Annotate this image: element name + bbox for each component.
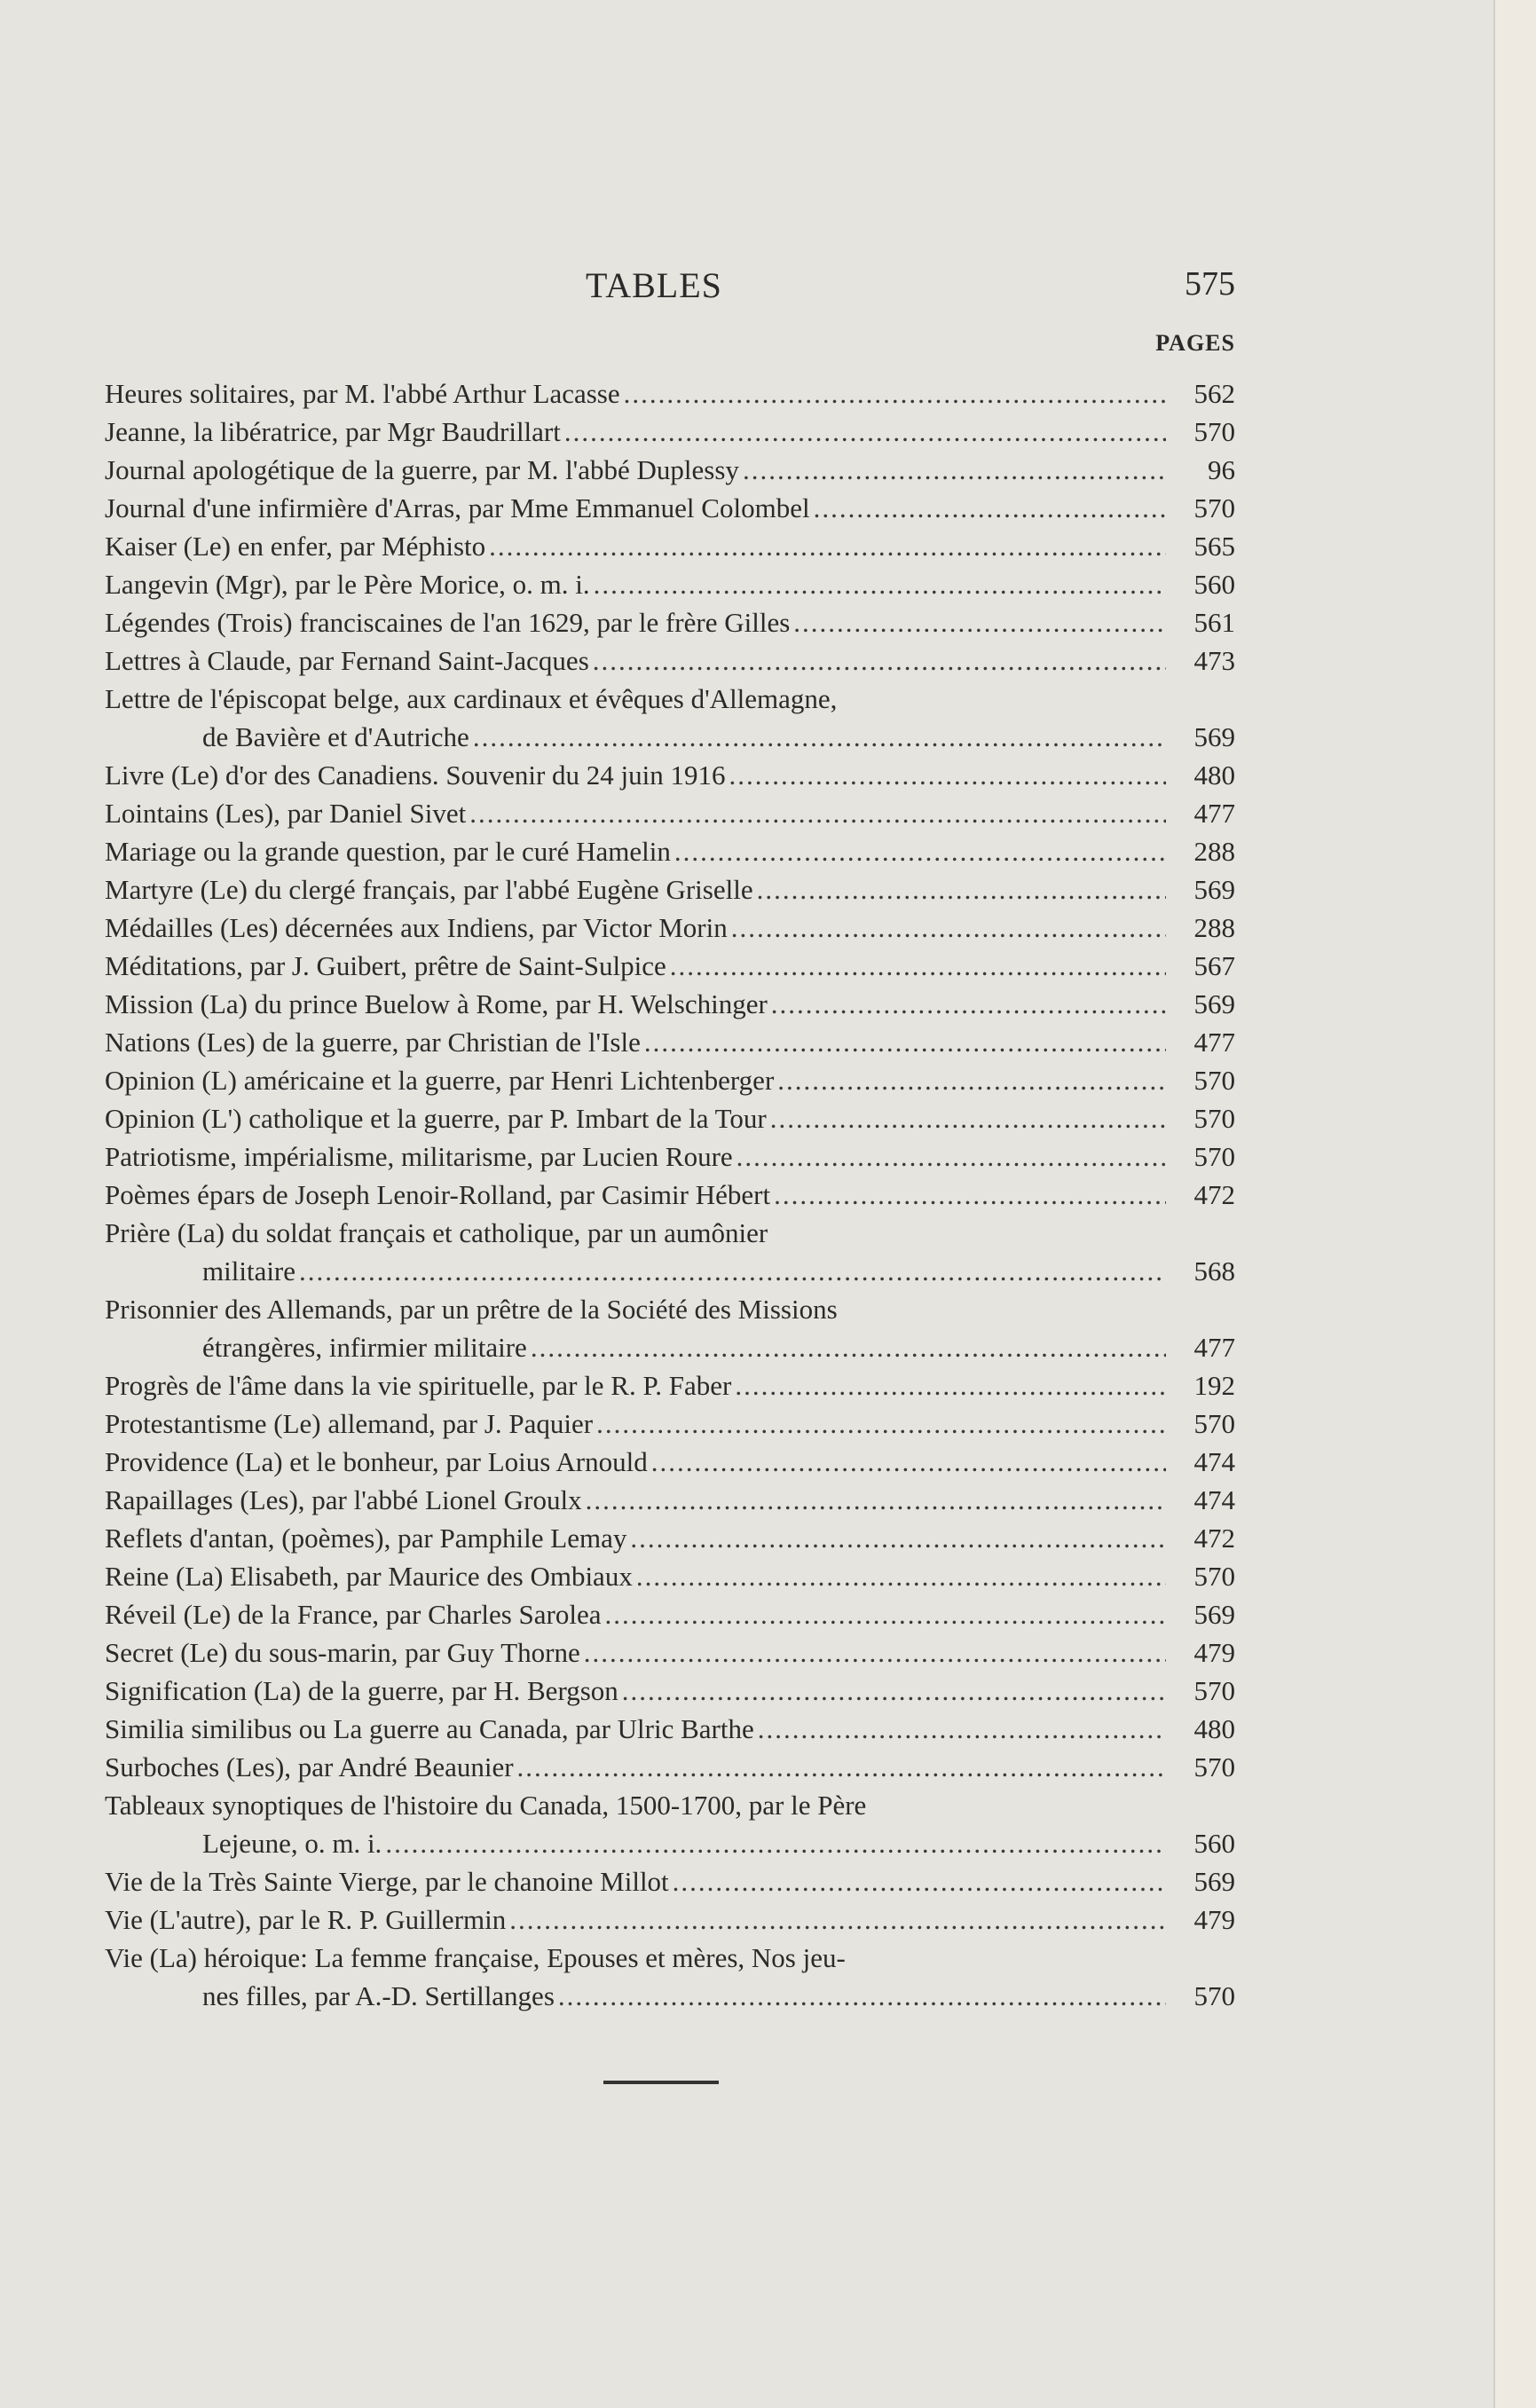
index-entry-line (105, 794, 1235, 832)
index-entry-page: 562 (1193, 378, 1235, 409)
index-entry-line (105, 374, 1235, 413)
index-entry (105, 1443, 1235, 1481)
pages-column-label: PAGES (1155, 330, 1235, 356)
index-entry (105, 527, 1235, 565)
index-entry-page: 477 (1193, 1027, 1235, 1058)
index-list (105, 374, 1235, 2015)
index-entry-page: 477 (1193, 798, 1235, 829)
index-entry (105, 374, 1235, 413)
index-entry-title: Lejeune, o. m. i. (202, 1828, 382, 1859)
dot-leader (594, 565, 1166, 603)
index-entry-line (105, 1290, 1235, 1328)
index-entry-line (105, 1214, 1235, 1252)
index-entry-title: Providence (La) et le bonheur, par Loius Arnould (105, 1446, 648, 1477)
index-entry-line (105, 947, 1235, 985)
index-entry (105, 413, 1235, 451)
index-entry-page: 561 (1193, 607, 1235, 638)
index-entry-line (105, 909, 1235, 947)
index-entry-line (105, 1023, 1235, 1061)
dot-leader (673, 1862, 1166, 1900)
index-entry-page: 570 (1193, 416, 1235, 447)
index-entry-title: Reine (La) Elisabeth, par Maurice des Ombiaux (105, 1561, 633, 1592)
dot-leader (636, 1557, 1166, 1595)
index-entry-title: Prière (La) du soldat français et catholique, par un aumônier (105, 1217, 768, 1248)
index-entry-title: Surboches (Les), par André Beaunier (105, 1751, 514, 1782)
index-entry-continuation (105, 1977, 1235, 2015)
index-entry (105, 603, 1235, 641)
dot-leader (586, 1481, 1166, 1519)
index-entry-line (105, 832, 1235, 870)
dot-leader (774, 1176, 1166, 1214)
index-entry (105, 1176, 1235, 1214)
index-entry-line (105, 451, 1235, 489)
closing-rule (603, 2081, 719, 2084)
index-entry-title: Progrès de l'âme dans la vie spirituelle, par le R. P. Faber (105, 1370, 732, 1401)
dot-leader (729, 756, 1167, 794)
index-entry-page: 569 (1193, 988, 1235, 1019)
index-entry-line (105, 1061, 1235, 1099)
index-entry-page: 474 (1193, 1446, 1235, 1477)
index-entry (105, 565, 1235, 603)
index-entry-continuation (105, 718, 1235, 756)
index-entry (105, 1748, 1235, 1786)
dot-leader (489, 527, 1166, 565)
index-entry-page: 570 (1193, 1103, 1235, 1134)
index-entry-title: Journal apologétique de la guerre, par M. l'abbé Duplessy (105, 454, 739, 485)
index-entry-line (105, 985, 1235, 1023)
index-entry-page: 474 (1193, 1484, 1235, 1515)
dot-leader (517, 1748, 1166, 1786)
index-entry-page: 477 (1193, 1332, 1235, 1363)
dot-leader (531, 1328, 1166, 1366)
index-entry (105, 1900, 1235, 1939)
index-entry-line (105, 1595, 1235, 1633)
index-entry-title: Lointains (Les), par Daniel Sivet (105, 798, 467, 829)
dot-leader (771, 985, 1166, 1023)
index-entry-continuation (105, 1328, 1235, 1366)
index-entry-page: 570 (1193, 1408, 1235, 1439)
index-entry-page: 479 (1193, 1904, 1235, 1935)
index-entry-page: 288 (1193, 836, 1235, 867)
dot-leader (770, 1099, 1166, 1137)
index-entry-title: Journal d'une infirmière d'Arras, par Mme Emmanuel Colombel (105, 492, 810, 523)
index-entry-line (105, 680, 1235, 718)
index-entry-line (105, 1786, 1235, 1824)
index-entry (105, 1786, 1235, 1862)
dot-leader (644, 1023, 1166, 1061)
index-entry-title: Langevin (Mgr), par le Père Morice, o. m. i. (105, 569, 590, 600)
index-entry-continuation (105, 1824, 1235, 1862)
index-entry-line (105, 1672, 1235, 1710)
index-entry-line (105, 1176, 1235, 1214)
index-entry-title: Kaiser (Le) en enfer, par Méphisto (105, 531, 486, 562)
index-entry-line (105, 603, 1235, 641)
index-entry-title: Similia similibus ou La guerre au Canada, par Ulric Barthe (105, 1713, 754, 1744)
index-entry-title: Heures solitaires, par M. l'abbé Arthur Lacasse (105, 378, 620, 409)
dot-leader (670, 947, 1166, 985)
index-entry (105, 1557, 1235, 1595)
dot-leader (584, 1633, 1166, 1672)
index-entry-title: Rapaillages (Les), par l'abbé Lionel Groulx (105, 1484, 582, 1515)
dot-leader (736, 1137, 1166, 1176)
index-entry (105, 641, 1235, 680)
dot-leader (735, 1366, 1166, 1405)
index-entry-page: 569 (1193, 1866, 1235, 1897)
dot-leader (793, 603, 1166, 641)
dot-leader (596, 1405, 1166, 1443)
index-entry (105, 832, 1235, 870)
index-entry-title: Martyre (Le) du clergé français, par l'abbé Eugène Griselle (105, 874, 753, 905)
index-entry-page: 570 (1193, 1751, 1235, 1782)
index-entry-line (105, 413, 1235, 451)
index-entry-page: 480 (1193, 759, 1235, 791)
dot-leader (385, 1824, 1166, 1862)
index-entry-page: 570 (1193, 492, 1235, 523)
index-entry (105, 870, 1235, 909)
index-entry (105, 451, 1235, 489)
index-entry (105, 756, 1235, 794)
index-entry-title: Nations (Les) de la guerre, par Christian de l'Isle (105, 1027, 641, 1058)
index-entry-title: Méditations, par J. Guibert, prêtre de Saint-Sulpice (105, 950, 666, 981)
index-entry-page: 472 (1193, 1179, 1235, 1210)
index-entry-title: Mission (La) du prince Buelow à Rome, par H. Welschinger (105, 988, 768, 1019)
index-entry (105, 1939, 1235, 2015)
index-entry-title: Lettres à Claude, par Fernand Saint-Jacques (105, 645, 589, 676)
index-entry-page: 192 (1193, 1370, 1235, 1401)
index-entry-page: 560 (1193, 569, 1235, 600)
running-header-title: TABLES (586, 265, 722, 305)
index-entry-title: militaire (202, 1255, 296, 1287)
index-entry-page: 472 (1193, 1523, 1235, 1554)
dot-leader (743, 451, 1166, 489)
index-entry-title: Reflets d'antan, (poèmes), par Pamphile Lemay (105, 1523, 627, 1554)
index-entry (105, 909, 1235, 947)
index-entry-page: 570 (1193, 1675, 1235, 1706)
index-entry (105, 985, 1235, 1023)
index-entry-line (105, 1099, 1235, 1137)
index-entry-title: Poèmes épars de Joseph Lenoir-Rolland, par Casimir Hébert (105, 1179, 771, 1210)
index-entry-line (105, 1557, 1235, 1595)
index-entry (105, 1023, 1235, 1061)
index-entry (105, 1290, 1235, 1366)
index-entry-title: Médailles (Les) décernées aux Indiens, par Victor Morin (105, 912, 728, 943)
dot-leader (757, 870, 1166, 909)
dot-leader (777, 1061, 1166, 1099)
index-entry (105, 1214, 1235, 1290)
index-entry-line (105, 1481, 1235, 1519)
index-entry-title: Vie (L'autre), par le R. P. Guillermin (105, 1904, 507, 1935)
index-entry-page: 480 (1193, 1713, 1235, 1744)
index-entry-line (105, 1519, 1235, 1557)
dot-leader (469, 794, 1166, 832)
index-entry (105, 1366, 1235, 1405)
index-entry-title: Prisonnier des Allemands, par un prêtre de la Société des Missions (105, 1294, 838, 1325)
index-entry-line (105, 1862, 1235, 1900)
dot-leader (624, 374, 1166, 413)
dot-leader (731, 909, 1166, 947)
index-entry-page: 569 (1193, 721, 1235, 752)
index-entry (105, 1633, 1235, 1672)
index-entry-title: Jeanne, la libératrice, par Mgr Baudrillart (105, 416, 561, 447)
dot-leader (509, 1900, 1166, 1939)
index-entry-line (105, 489, 1235, 527)
index-entry-page: 567 (1193, 950, 1235, 981)
index-entry-title: de Bavière et d'Autriche (202, 721, 469, 752)
index-entry-page: 560 (1193, 1828, 1235, 1859)
index-entry-page: 473 (1193, 645, 1235, 676)
index-entry-continuation (105, 1252, 1235, 1290)
index-entry-page: 570 (1193, 1980, 1235, 2011)
dot-leader (558, 1977, 1166, 2015)
dot-leader (630, 1519, 1166, 1557)
dot-leader (758, 1710, 1166, 1748)
index-entry-title: Secret (Le) du sous-marin, par Guy Thorne (105, 1637, 580, 1668)
index-entry-line (105, 1939, 1235, 1977)
index-entry-title: Légendes (Trois) franciscaines de l'an 1629, par le frère Gilles (105, 607, 791, 638)
dot-leader (564, 413, 1166, 451)
index-entry-title: Opinion (L) américaine et la guerre, par Henri Lichtenberger (105, 1065, 775, 1096)
index-entry-title: Mariage ou la grande question, par le curé Hamelin (105, 836, 671, 867)
index-entry-line (105, 1443, 1235, 1481)
index-entry-title: Réveil (Le) de la France, par Charles Sarolea (105, 1599, 602, 1630)
index-entry (105, 1519, 1235, 1557)
index-entry-title: Vie de la Très Sainte Vierge, par le chanoine Millot (105, 1866, 669, 1897)
index-entry-line (105, 1137, 1235, 1176)
index-entry-title: Lettre de l'épiscopat belge, aux cardinaux et évêques d'Allemagne, (105, 683, 838, 714)
index-entry-title: Tableaux synoptiques de l'histoire du Canada, 1500-1700, par le Père (105, 1790, 867, 1821)
index-entry-line (105, 1748, 1235, 1786)
dot-leader (593, 641, 1166, 680)
index-entry-title: nes filles, par A.-D. Sertillanges (202, 1980, 555, 2011)
index-entry (105, 1672, 1235, 1710)
index-entry-page: 570 (1193, 1065, 1235, 1096)
index-entry-page: 569 (1193, 874, 1235, 905)
index-entry-page: 565 (1193, 531, 1235, 562)
index-entry-title: Signification (La) de la guerre, par H. Bergson (105, 1675, 618, 1706)
index-entry-page: 96 (1208, 454, 1235, 485)
index-entry-page: 288 (1193, 912, 1235, 943)
index-entry-title: étrangères, infirmier militaire (202, 1332, 527, 1363)
index-entry-page: 570 (1193, 1561, 1235, 1592)
page-edge (1493, 0, 1536, 2408)
index-entry (105, 1137, 1235, 1176)
index-entry-page: 570 (1193, 1141, 1235, 1172)
index-entry (105, 1481, 1235, 1519)
index-entry (105, 1061, 1235, 1099)
index-entry-line (105, 1900, 1235, 1939)
index-entry-line (105, 1633, 1235, 1672)
index-entry-page: 568 (1193, 1255, 1235, 1287)
index-entry-title: Patriotisme, impérialisme, militarisme, par Lucien Roure (105, 1141, 733, 1172)
index-entry (105, 1862, 1235, 1900)
dot-leader (651, 1443, 1166, 1481)
index-entry-page: 479 (1193, 1637, 1235, 1668)
index-entry-line (105, 641, 1235, 680)
dot-leader (674, 832, 1166, 870)
index-entry-line (105, 870, 1235, 909)
index-entry-line (105, 756, 1235, 794)
index-entry-title: Protestantisme (Le) allemand, par J. Paquier (105, 1408, 594, 1439)
index-entry (105, 794, 1235, 832)
index-entry (105, 489, 1235, 527)
index-entry-line (105, 1710, 1235, 1748)
index-entry (105, 1099, 1235, 1137)
index-entry (105, 1595, 1235, 1633)
index-entry-line (105, 1405, 1235, 1443)
index-entry (105, 947, 1235, 985)
index-entry-title: Vie (La) héroique: La femme française, Epouses et mères, Nos jeu- (105, 1942, 846, 1973)
index-entry (105, 1405, 1235, 1443)
index-entry-line (105, 1366, 1235, 1405)
index-entry (105, 1710, 1235, 1748)
dot-leader (604, 1595, 1166, 1633)
dot-leader (622, 1672, 1166, 1710)
index-entry-title: Livre (Le) d'or des Canadiens. Souvenir du 24 juin 1916 (105, 759, 726, 791)
page-number: 575 (1185, 265, 1235, 303)
dot-leader (473, 718, 1166, 756)
index-entry-line (105, 527, 1235, 565)
dot-leader (814, 489, 1166, 527)
index-entry-line (105, 565, 1235, 603)
dot-leader (299, 1252, 1166, 1290)
index-entry (105, 680, 1235, 756)
index-entry-page: 569 (1193, 1599, 1235, 1630)
index-entry-title: Opinion (L') catholique et la guerre, par P. Imbart de la Tour (105, 1103, 767, 1134)
